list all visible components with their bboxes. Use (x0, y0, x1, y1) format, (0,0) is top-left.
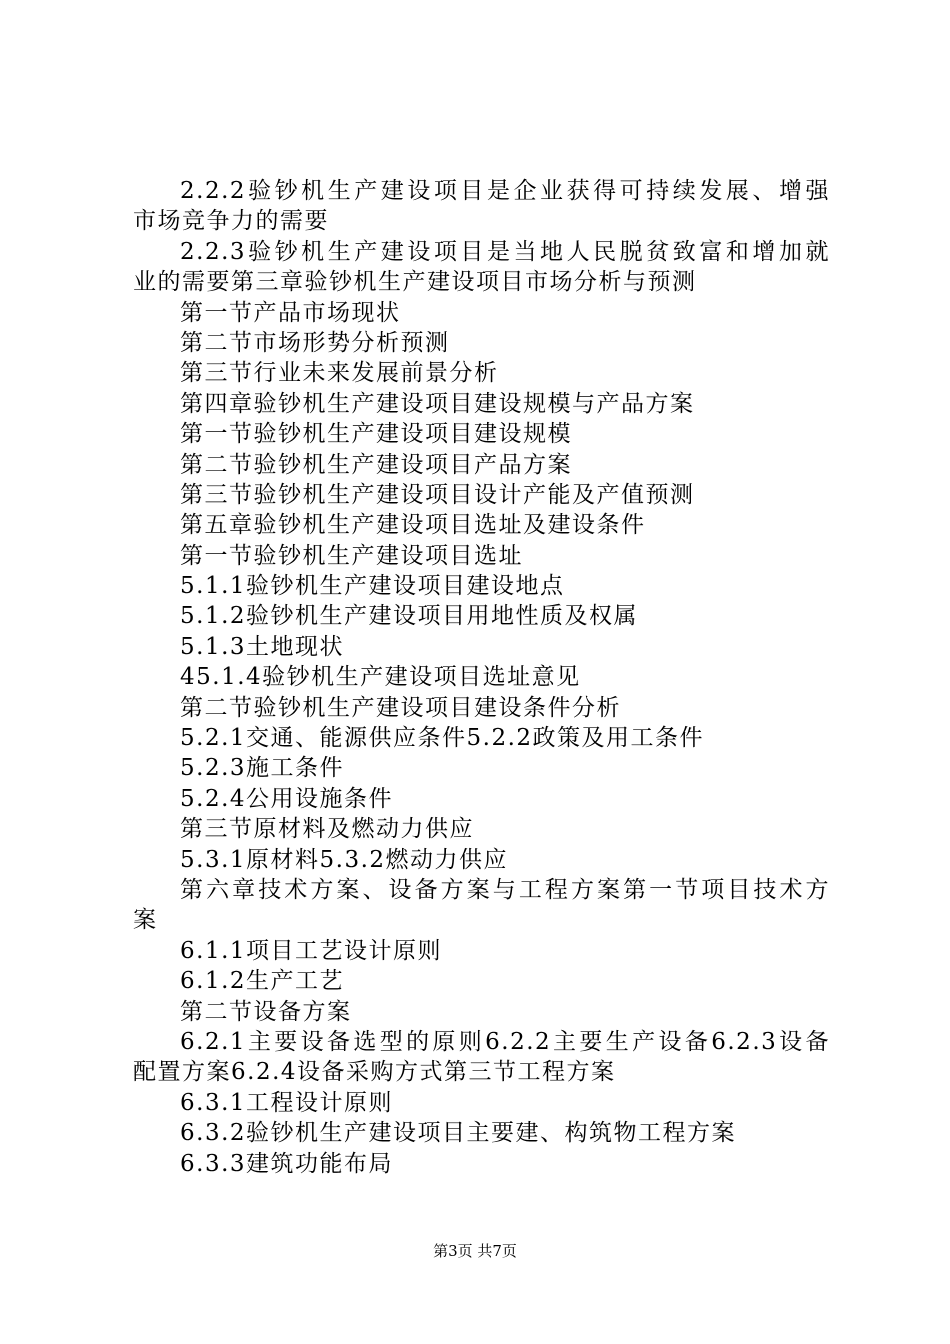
text-line: 第六章技术方案、设备方案与工程方案第一节项目技术方 (180, 876, 830, 903)
text-line: 5.2.4公用设施条件 (180, 785, 394, 812)
text-line: 5.1.3土地现状 (180, 633, 345, 660)
page-footer: 第3页 共7页 (433, 1242, 517, 1260)
text-line: 第二节设备方案 (180, 998, 352, 1025)
text-line: 6.3.1工程设计原则 (180, 1089, 394, 1116)
text-line: 2.2.2验钞机生产建设项目是企业获得可持续发展、增强 (180, 178, 830, 204)
text-line: 第二节验钞机生产建设项目建设条件分析 (180, 694, 621, 721)
text-line: 第一节验钞机生产建设项目建设规模 (180, 421, 572, 448)
text-line: 6.1.1项目工艺设计原则 (180, 937, 443, 964)
text-line: 6.2.1主要设备选型的原则6.2.2主要生产设备6.2.3设备 (180, 1028, 830, 1055)
text-line: 第二节市场形势分析预测 (180, 329, 450, 356)
text-line: 5.1.1验钞机生产建设项目建设地点 (180, 573, 565, 600)
text-line: 业的需要第三章验钞机生产建设项目市场分析与预测 (133, 269, 697, 296)
text-line: 第二节验钞机生产建设项目产品方案 (180, 451, 572, 478)
text-line: 市场竞争力的需要 (133, 208, 329, 235)
text-line: 第三节行业未来发展前景分析 (180, 360, 499, 387)
text-line: 6.3.3建筑功能布局 (180, 1150, 394, 1177)
text-line: 5.1.2验钞机生产建设项目用地性质及权属 (180, 603, 639, 630)
text-line: 5.2.3施工条件 (180, 755, 345, 782)
text-line: 第四章验钞机生产建设项目建设规模与产品方案 (180, 390, 695, 417)
text-line: 6.1.2生产工艺 (180, 968, 345, 995)
document-body (133, 176, 830, 1179)
text-line: 5.2.1交通、能源供应条件5.2.2政策及用工条件 (180, 725, 705, 752)
text-line: 案 (133, 907, 158, 934)
text-line: 第三节原材料及燃动力供应 (180, 816, 474, 843)
text-line: 第一节验钞机生产建设项目选址 (180, 542, 523, 569)
text-line: 第五章验钞机生产建设项目选址及建设条件 (180, 512, 646, 539)
text-line: 第三节验钞机生产建设项目设计产能及产值预测 (180, 481, 695, 508)
text-line: 5.3.1原材料5.3.2燃动力供应 (180, 846, 509, 873)
text-line: 配置方案6.2.4设备采购方式第三节工程方案 (133, 1059, 616, 1086)
text-line: 6.3.2验钞机生产建设项目主要建、构筑物工程方案 (180, 1120, 737, 1147)
text-line: 2.2.3验钞机生产建设项目是当地人民脱贫致富和增加就 (180, 238, 830, 265)
text-line: 第一节产品市场现状 (180, 299, 401, 326)
text-line: 45.1.4验钞机生产建设项目选址意见 (180, 664, 581, 691)
